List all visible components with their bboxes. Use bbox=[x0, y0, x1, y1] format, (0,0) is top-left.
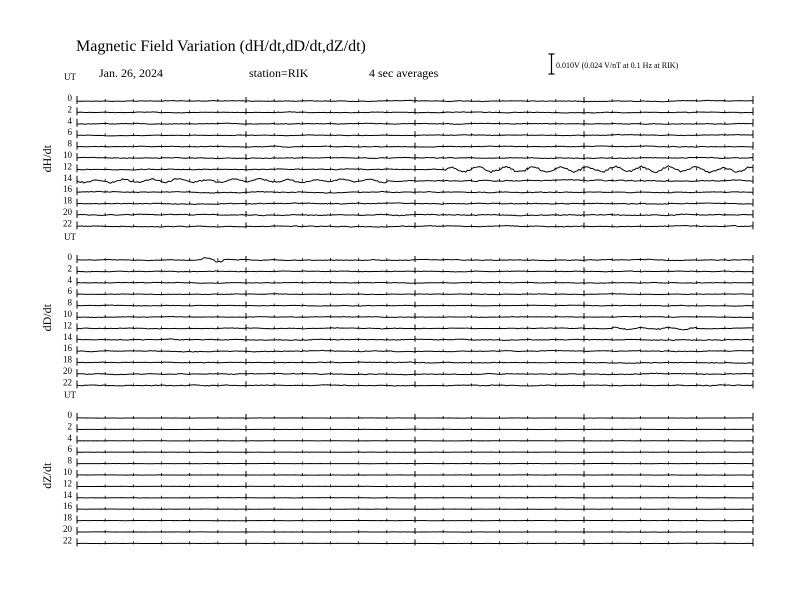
trace-line bbox=[77, 271, 753, 272]
row-hour-label: 22 bbox=[63, 377, 72, 388]
panel-ylabel: dZ/dt bbox=[40, 462, 54, 489]
row-hour-label: 0 bbox=[67, 410, 72, 420]
row-hour-label: 4 bbox=[67, 432, 72, 443]
row-hour-label: 0 bbox=[67, 93, 72, 103]
row-hour-label: 18 bbox=[63, 195, 72, 206]
row-hour-label: 12 bbox=[63, 478, 72, 489]
row-hour-label: 22 bbox=[63, 218, 72, 229]
trace-line bbox=[77, 305, 753, 306]
row-hour-label: 6 bbox=[67, 127, 72, 138]
chart-title: Magnetic Field Variation (dH/dt,dD/dt,dZ/dt) bbox=[76, 38, 366, 55]
row-hour-label: 4 bbox=[67, 274, 72, 285]
row-hour-label: 2 bbox=[67, 104, 72, 115]
row-hour-label: 10 bbox=[63, 309, 72, 319]
time-axis-label: UT bbox=[64, 72, 76, 82]
row-hour-label: 14 bbox=[63, 172, 72, 183]
row-hour-label: 22 bbox=[63, 535, 72, 546]
row-hour-label: 4 bbox=[67, 115, 72, 126]
row-hour-label: 10 bbox=[63, 467, 72, 477]
time-axis-label: UT bbox=[64, 390, 76, 400]
trace-line bbox=[77, 316, 753, 317]
scale-note: 0.010V (0.024 V/nT at 0.1 Hz at RIK) bbox=[556, 61, 679, 70]
row-hour-label: 6 bbox=[67, 444, 72, 455]
row-hour-label: 20 bbox=[63, 366, 72, 376]
row-hour-label: 12 bbox=[63, 320, 72, 331]
row-hour-label: 20 bbox=[63, 524, 72, 534]
row-hour-label: 0 bbox=[67, 252, 72, 262]
row-hour-label: 16 bbox=[63, 501, 72, 512]
row-hour-label: 10 bbox=[63, 150, 72, 160]
row-hour-label: 8 bbox=[67, 138, 72, 149]
row-hour-label: 18 bbox=[63, 354, 72, 365]
row-hour-label: 12 bbox=[63, 161, 72, 172]
row-hour-label: 2 bbox=[67, 421, 72, 432]
row-hour-label: 16 bbox=[63, 184, 72, 195]
row-hour-label: 14 bbox=[63, 489, 72, 500]
row-hour-label: 8 bbox=[67, 297, 72, 308]
averaging-label: 4 sec averages bbox=[369, 66, 439, 80]
panel-ylabel: dD/dt bbox=[40, 304, 54, 332]
row-hour-label: 14 bbox=[63, 331, 72, 342]
panel-ylabel: dH/dt bbox=[40, 145, 54, 173]
row-hour-label: 20 bbox=[63, 207, 72, 217]
row-hour-label: 18 bbox=[63, 512, 72, 523]
date-label: Jan. 26, 2024 bbox=[99, 66, 163, 80]
row-hour-label: 8 bbox=[67, 455, 72, 466]
station-label: station=RIK bbox=[249, 66, 309, 80]
row-hour-label: 16 bbox=[63, 343, 72, 354]
time-axis-label: UT bbox=[64, 232, 76, 242]
row-hour-label: 6 bbox=[67, 286, 72, 297]
row-hour-label: 2 bbox=[67, 263, 72, 274]
